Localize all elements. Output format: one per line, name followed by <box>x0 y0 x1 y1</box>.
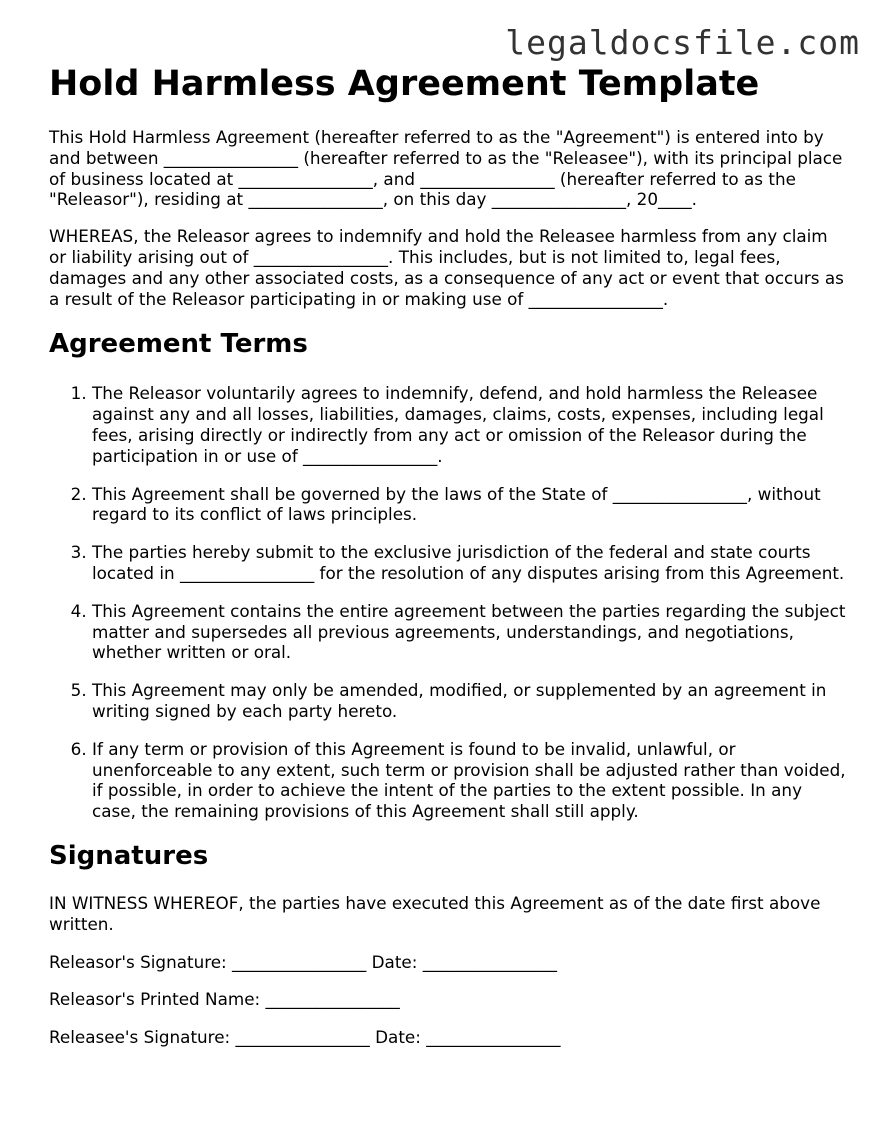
agreement-terms-heading: Agreement Terms <box>49 329 308 360</box>
term-item-5: 5. This Agreement may only be amended, modified, or supplemented by an agreement in writing signed by each party hereto. <box>92 680 849 722</box>
intro-paragraph-parties: This Hold Harmless Agreement (hereafter referred to as the "Agreement") is entered into by and between ________________ (hereafter referred to as the "Releasee"), with its principal place of business located at ________________, and ________________ (hereafter referred to as the "Releasor"), residing at ________________, on this day ________________, 20____. <box>49 127 843 210</box>
watermark: legaldocsfile.com <box>505 23 860 62</box>
agreement-terms-list <box>49 383 849 822</box>
releasee-signature-line: Releasee's Signature: ________________ Date: ________________ <box>49 1027 561 1048</box>
term-item-3: 3. The parties hereby submit to the exclusive jurisdiction of the federal and state courts located in ________________ for the resolution of any disputes arising from this Agreement. <box>92 542 849 584</box>
term-item-2: 2. This Agreement shall be governed by the laws of the State of ________________, without regard to its conflict of laws principles. <box>92 484 849 526</box>
term-item-4: 4. This Agreement contains the entire agreement between the parties regarding the subject matter and supersedes all previous agreements, understandings, and negotiations, whether written or oral. <box>92 601 849 663</box>
term-item-1: 1. The Releasor voluntarily agrees to indemnify, defend, and hold harmless the Releasee against any and all losses, liabilities, damages, claims, costs, expenses, including legal fees, arising directly or indirectly from any act or omission of the Releasor during the participation in or use of ________________. <box>92 383 849 466</box>
intro-paragraph-whereas: WHEREAS, the Releasor agrees to indemnify and hold the Releasee harmless from any claim or liability arising out of ________________. This includes, but is not limited to, legal fees, damages and any other associated costs, as a consequence of any act or event that occurs as a result of the Releasor participating in or making use of ________________. <box>49 226 844 309</box>
document-page <box>49 60 849 1048</box>
term-item-6: 6. If any term or provision of this Agreement is found to be invalid, unlawful, or unenforceable to any extent, such term or provision shall be adjusted rather than voided, if possible, in order to achieve the intent of the parties to the extent possible. In any case, the remaining provisions of this Agreement shall still apply. <box>92 739 849 822</box>
releasor-signature-line: Releasor's Signature: ________________ Date: ________________ <box>49 951 557 972</box>
signatures-intro: IN WITNESS WHEREOF, the parties have executed this Agreement as of the date first above written. <box>49 892 821 934</box>
document-title: Hold Harmless Agreement Template <box>49 64 760 104</box>
signatures-heading: Signatures <box>49 840 209 871</box>
releasor-printed-name-line: Releasor's Printed Name: ________________ <box>49 989 400 1010</box>
